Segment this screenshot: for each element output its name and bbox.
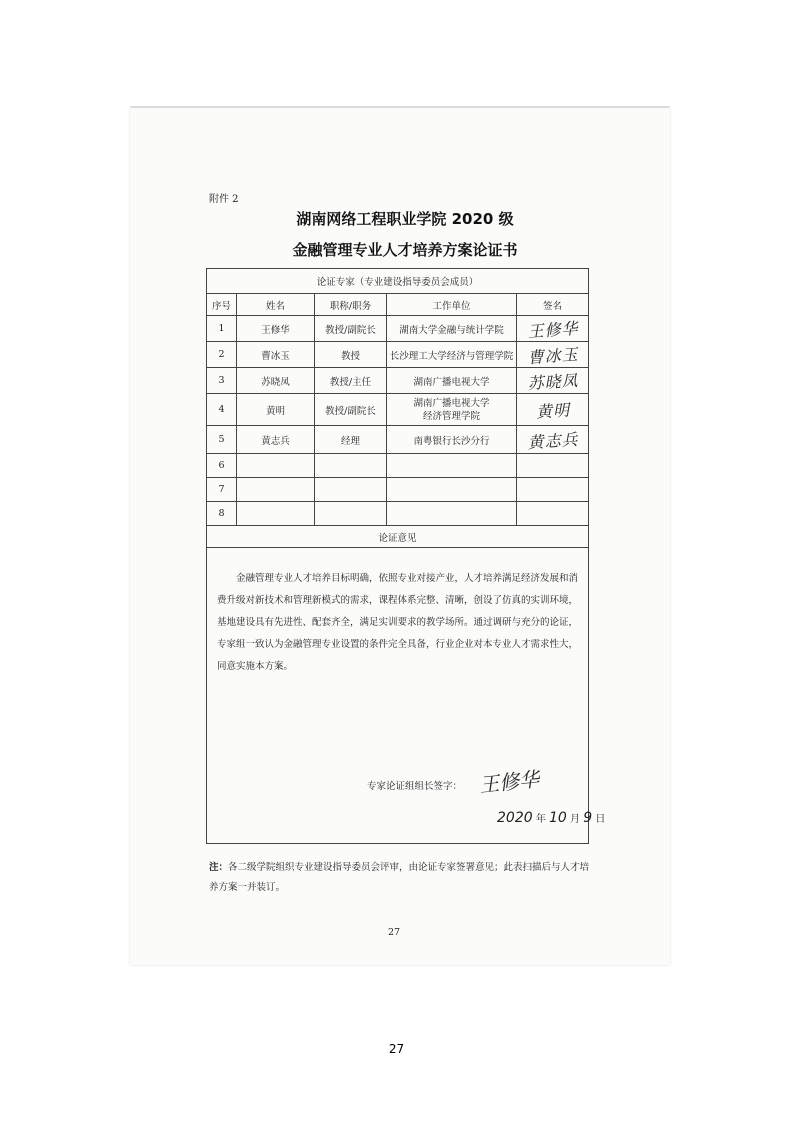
- handwritten-signature: 王修华: [526, 318, 579, 341]
- expert-org: [387, 478, 517, 502]
- table-row: [207, 368, 589, 394]
- table-row: [207, 342, 589, 368]
- opinion-section: [207, 548, 606, 844]
- table-row: [207, 394, 589, 426]
- row-number: 3: [207, 368, 237, 394]
- attachment-label: 附件 2: [209, 194, 239, 205]
- table-row: [207, 478, 589, 502]
- date-day: 9: [583, 810, 593, 826]
- document-title-line2: 金融管理专业人才培养方案论证书: [292, 241, 518, 259]
- expert-org: [387, 454, 517, 478]
- date-day-suffix: 日: [595, 814, 606, 825]
- row-number: 7: [207, 478, 237, 502]
- column-header-row: [207, 294, 589, 316]
- signature-cell: [517, 454, 589, 478]
- table-row: [207, 426, 589, 454]
- leader-signature-label: 专家论证组组长签字：: [367, 781, 463, 792]
- footnote: [209, 858, 594, 898]
- signing-date: [497, 810, 605, 826]
- handwritten-signature: 苏晓凤: [526, 370, 579, 393]
- expert-name: 曹冰玉: [237, 342, 315, 368]
- experts-header: 论证专家（专业建设指导委员会成员）: [207, 269, 589, 294]
- expert-title: 教授: [315, 342, 387, 368]
- expert-review-table: [206, 268, 606, 844]
- note-prefix: 注：: [209, 862, 229, 873]
- expert-title: [315, 454, 387, 478]
- handwritten-signature: 黄明: [534, 399, 571, 422]
- expert-name: 苏晓凤: [237, 368, 315, 394]
- opinion-text: 金融管理专业人才培养目标明确，依照专业对接产业，人才培养满足经济发展和消费升级对新技术和管理新模式的需求，课程体系完整、清晰，创设了仿真的实训环境，基地建设具有先进性、配套齐全，满足实训要求的教学场所。通过调研与充分的论证，专家组一致认为金融管理专业设置的条件完全具备，行业企业对本专业人才需求性大，同意实施本方案。: [217, 573, 579, 672]
- expert-name: [237, 454, 315, 478]
- signature-cell: [517, 394, 589, 426]
- column-header: 签名: [517, 294, 589, 316]
- row-number: 1: [207, 316, 237, 342]
- expert-title: 经理: [315, 426, 387, 454]
- expert-name: 黄明: [237, 394, 315, 426]
- expert-title: [315, 502, 387, 526]
- row-number: 6: [207, 454, 237, 478]
- expert-title: 教授/副院长: [315, 316, 387, 342]
- expert-name: 黄志兵: [237, 426, 315, 454]
- scanned-page-number: 27: [388, 927, 401, 938]
- table-row: [207, 316, 589, 342]
- expert-org: 南粤银行长沙分行: [387, 426, 517, 454]
- row-number: 5: [207, 426, 237, 454]
- expert-title: 教授/副院长: [315, 394, 387, 426]
- signature-cell: [517, 316, 589, 342]
- row-number: 8: [207, 502, 237, 526]
- handwritten-signature: 曹冰玉: [526, 344, 579, 367]
- leader-handwritten-signature: 王修华: [478, 766, 541, 798]
- column-header: 职称/职务: [315, 294, 387, 316]
- signature-cell: [517, 368, 589, 394]
- signature-cell: [517, 342, 589, 368]
- expert-title: 教授/主任: [315, 368, 387, 394]
- expert-org: 湖南广播电视大学: [387, 368, 517, 394]
- expert-name: [237, 478, 315, 502]
- expert-org: [387, 502, 517, 526]
- opinion-header: 论证意见: [207, 526, 589, 548]
- row-number: 2: [207, 342, 237, 368]
- date-month: 10: [549, 810, 567, 826]
- expert-name: 王修华: [237, 316, 315, 342]
- row-number: 4: [207, 394, 237, 426]
- document-title-line1: 湖南网络工程职业学院 2020 级: [296, 210, 514, 228]
- table-row: [207, 502, 589, 526]
- column-header: 工作单位: [387, 294, 517, 316]
- page-number: 27: [388, 1042, 405, 1056]
- handwritten-signature: 黄志兵: [526, 429, 579, 452]
- expert-title: [315, 478, 387, 502]
- expert-org: 长沙理工大学经济与管理学院: [387, 342, 517, 368]
- date-year-suffix: 年: [535, 814, 546, 825]
- signature-cell: [517, 426, 589, 454]
- signature-cell: [517, 478, 589, 502]
- column-header: 序号: [207, 294, 237, 316]
- expert-org: 湖南大学金融与统计学院: [387, 316, 517, 342]
- column-header: 姓名: [237, 294, 315, 316]
- signature-cell: [517, 502, 589, 526]
- date-year: 2020: [497, 810, 533, 826]
- date-month-suffix: 月: [570, 814, 581, 825]
- expert-name: [237, 502, 315, 526]
- expert-org: 湖南广播电视大学 经济管理学院: [387, 394, 517, 426]
- note-text: 各二级学院组织专业建设指导委员会评审，由论证专家签署意见；此表扫描后与人才培养方案一并装订。: [209, 862, 590, 893]
- table-row: [207, 454, 589, 478]
